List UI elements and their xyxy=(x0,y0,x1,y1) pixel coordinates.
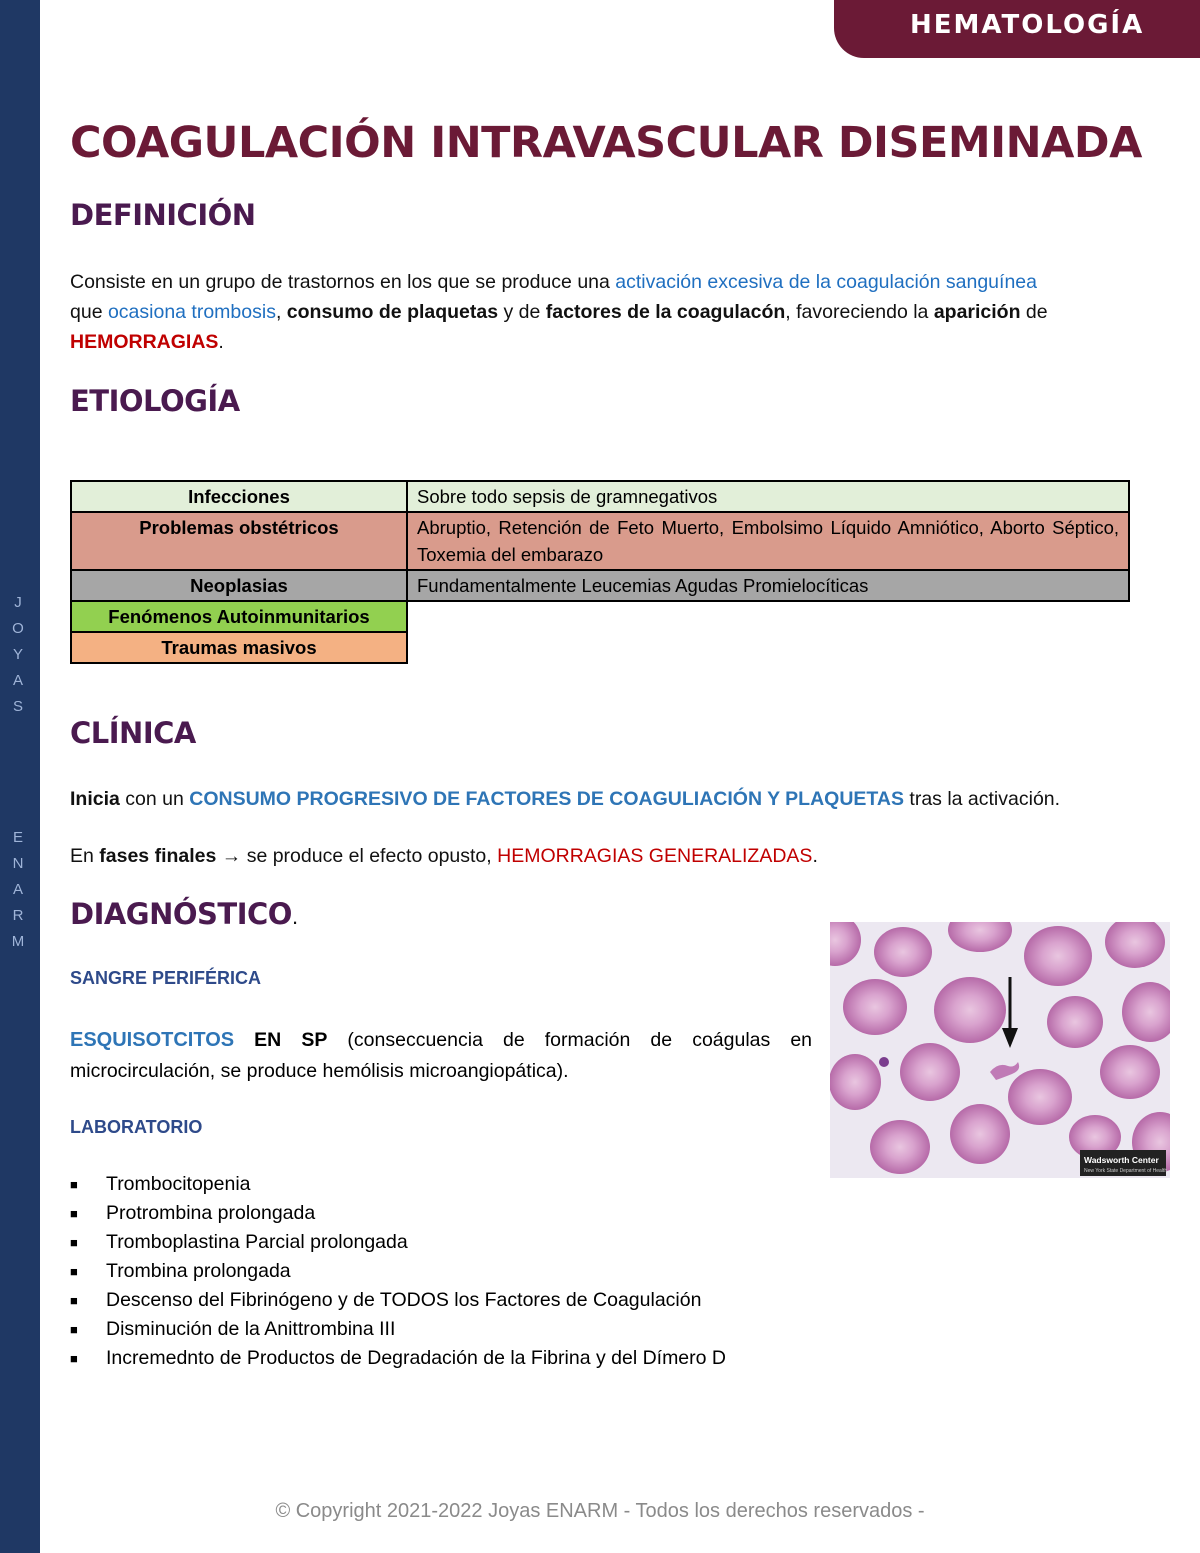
text: que xyxy=(70,301,108,323)
bullet-icon: ■ xyxy=(70,1235,78,1250)
list-item-text: Disminución de la Anittrombina III xyxy=(106,1318,396,1340)
laboratorio-list xyxy=(70,1170,726,1373)
list-item-text: Incremednto de Productos de Degradación de la Fibrina y del Dímero D xyxy=(106,1347,726,1369)
platelet xyxy=(879,1057,889,1067)
alert-text: HEMORRAGIAS GENERALIZADAS xyxy=(497,845,813,867)
bold-text: EN SP xyxy=(234,1029,328,1051)
list-item-text: Trombocitopenia xyxy=(106,1173,251,1195)
highlight-text: activación excesiva de la coagulación sanguínea xyxy=(615,271,1037,293)
text: . xyxy=(218,331,224,353)
table-row xyxy=(71,632,1129,663)
table-row xyxy=(71,481,1129,512)
clinica-paragraph-2 xyxy=(70,841,818,871)
heading-diagnostico xyxy=(70,897,298,931)
bullet-icon: ■ xyxy=(70,1322,78,1337)
heading-dot: . xyxy=(291,904,298,929)
table-row xyxy=(71,570,1129,601)
table-cell-description: Fundamentalmente Leucemias Agudas Promielocíticas xyxy=(407,570,1129,601)
bullet-icon: ■ xyxy=(70,1206,78,1221)
image-credit-subtitle: New York State Department of Health xyxy=(1084,1168,1168,1174)
bullet-icon: ■ xyxy=(70,1351,78,1366)
blood-smear-image xyxy=(830,922,1170,1178)
list-item xyxy=(70,1286,726,1315)
table-cell-category: Traumas masivos xyxy=(71,632,407,663)
text: tras la activación. xyxy=(903,788,1061,810)
page-title: COAGULACIÓN INTRAVASCULAR DISEMINADA xyxy=(70,118,1142,168)
table-cell-category: Neoplasias xyxy=(71,570,407,601)
list-item-text: Descenso del Fibrinógeno y de TODOS los Factores de Coagulación xyxy=(106,1289,702,1311)
list-item xyxy=(70,1257,726,1286)
bold-text: consumo de plaquetas xyxy=(286,301,499,323)
heading-clinica: CLÍNICA xyxy=(70,716,196,750)
list-item-text: Trombina prolongada xyxy=(106,1260,291,1282)
highlight-text: CONSUMO PROGRESIVO DE FACTORES DE COAGULIACIÓN Y PLAQUETAS xyxy=(189,788,904,810)
alert-text: HEMORRAGIAS xyxy=(70,331,219,353)
list-item xyxy=(70,1228,726,1257)
text: Consiste en un grupo de trastornos en los que se produce una xyxy=(70,271,616,293)
table-row xyxy=(71,601,1129,632)
etiologia-table xyxy=(70,480,1130,664)
text: → se produce el efecto opusto, xyxy=(216,845,498,867)
table-cell-description: Abruptio, Retención de Feto Muerto, Embolsimo Líquido Amniótico, Aborto Séptico, Toxemia del embarazo xyxy=(407,512,1129,570)
list-item xyxy=(70,1199,726,1228)
list-item xyxy=(70,1170,726,1199)
heading-etiologia: ETIOLOGÍA xyxy=(70,384,240,418)
highlight-text: ocasiona trombosis xyxy=(107,301,276,323)
list-item-text: Protrombina prolongada xyxy=(106,1202,316,1224)
heading-definicion: DEFINICIÓN xyxy=(70,198,256,232)
subheading-laboratorio: LABORATORIO xyxy=(70,1117,203,1137)
highlight-text: ESQUISOTCITOS xyxy=(70,1029,235,1051)
list-item-text: Tromboplastina Parcial prolongada xyxy=(106,1231,408,1253)
table-cell-category: Infecciones xyxy=(71,481,407,512)
bullet-icon: ■ xyxy=(70,1177,78,1192)
table-cell-empty xyxy=(407,601,1129,632)
bullet-icon: ■ xyxy=(70,1293,78,1308)
blood-smear-illustration xyxy=(830,922,1170,1178)
text: En xyxy=(70,845,100,867)
table-row xyxy=(71,512,1129,570)
text: con un xyxy=(119,788,190,810)
bold-text: aparición xyxy=(933,301,1021,323)
text: de xyxy=(1020,301,1048,323)
footer-copyright: © Copyright 2021-2022 Joyas ENARM - Todos los derechos reservados - xyxy=(275,1500,925,1522)
text: , xyxy=(275,301,287,323)
definicion-paragraph xyxy=(70,267,1140,357)
list-item xyxy=(70,1344,726,1373)
text: , favoreciendo la xyxy=(785,301,934,323)
bold-text: factores de la coagulacón xyxy=(545,301,786,323)
list-item xyxy=(70,1315,726,1344)
bold-text: Inicia xyxy=(70,788,120,810)
esquistocitos-paragraph xyxy=(70,1025,812,1087)
table-cell-empty xyxy=(407,632,1129,663)
side-banner-joyas: J O Y A S xyxy=(12,594,24,715)
text: y de xyxy=(498,301,546,323)
bullet-icon: ■ xyxy=(70,1264,78,1279)
heading-text: DIAGNÓSTICO xyxy=(70,897,292,931)
text: . xyxy=(812,845,818,867)
clinica-paragraph-1 xyxy=(70,784,1060,814)
subheading-sangre-periferica: SANGRE PERIFÉRICA xyxy=(70,968,262,988)
side-banner xyxy=(0,0,40,1553)
table-cell-category: Problemas obstétricos xyxy=(71,512,407,570)
image-credit-title: Wadsworth Center xyxy=(1084,1155,1159,1165)
section-tab-label: HEMATOLOGÍA xyxy=(910,10,1145,40)
table-cell-category: Fenómenos Autoinmunitarios xyxy=(71,601,407,632)
side-banner-enarm: E N A R M xyxy=(11,829,25,950)
bold-text: fases finales xyxy=(99,845,217,867)
table-cell-description: Sobre todo sepsis de gramnegativos xyxy=(407,481,1129,512)
text: (conseccuencia de formación de coágulas en microcirculación, se produce hemólisis microangiopática). xyxy=(70,1029,813,1082)
